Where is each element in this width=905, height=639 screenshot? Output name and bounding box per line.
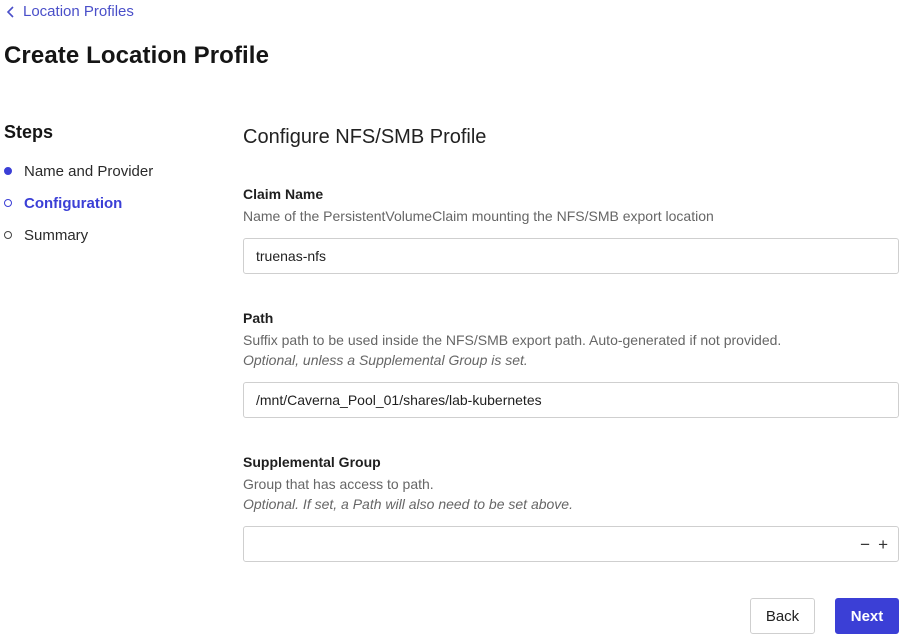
increment-icon[interactable]: + <box>878 534 888 554</box>
form-title: Configure NFS/SMB Profile <box>243 126 487 148</box>
step-configuration[interactable] <box>4 187 204 219</box>
supplemental-group-help: Group that has access to path. <box>243 476 434 492</box>
supplemental-group-input[interactable] <box>244 527 848 561</box>
stepper-controls <box>860 527 888 561</box>
configuration-form <box>243 122 899 152</box>
claim-name-label: Claim Name <box>243 186 324 202</box>
step-complete-icon <box>4 167 12 175</box>
step-current-icon <box>4 199 12 207</box>
chevron-left-icon <box>6 6 16 18</box>
path-input[interactable] <box>243 382 899 418</box>
step-summary[interactable] <box>4 219 204 251</box>
path-label: Path <box>243 310 274 326</box>
claim-name-help: Name of the PersistentVolumeClaim mounting the NFS/SMB export location <box>243 208 714 224</box>
path-optional-note: Optional, unless a Supplemental Group is set. <box>243 352 528 368</box>
supplemental-group-label: Supplemental Group <box>243 454 381 470</box>
decrement-icon[interactable]: − <box>860 534 871 554</box>
step-pending-icon <box>4 231 12 239</box>
step-label: Name and Provider <box>24 162 154 180</box>
breadcrumb-back-link[interactable] <box>6 3 134 20</box>
step-label: Summary <box>24 226 89 244</box>
back-button[interactable]: Back <box>750 598 815 634</box>
path-help: Suffix path to be used inside the NFS/SMB export path. Auto-generated if not provided. <box>243 332 782 348</box>
next-button[interactable]: Next <box>835 598 899 634</box>
supplemental-group-optional-note: Optional. If set, a Path will also need to be set above. <box>243 496 573 512</box>
breadcrumb-label[interactable]: Location Profiles <box>23 3 134 20</box>
page-title: Create Location Profile <box>4 42 270 69</box>
supplemental-group-stepper <box>243 526 899 562</box>
steps-panel <box>4 122 204 251</box>
step-name-and-provider[interactable] <box>4 155 204 187</box>
steps-title: Steps <box>4 122 54 142</box>
claim-name-input[interactable] <box>243 238 899 274</box>
step-label: Configuration <box>24 194 123 212</box>
